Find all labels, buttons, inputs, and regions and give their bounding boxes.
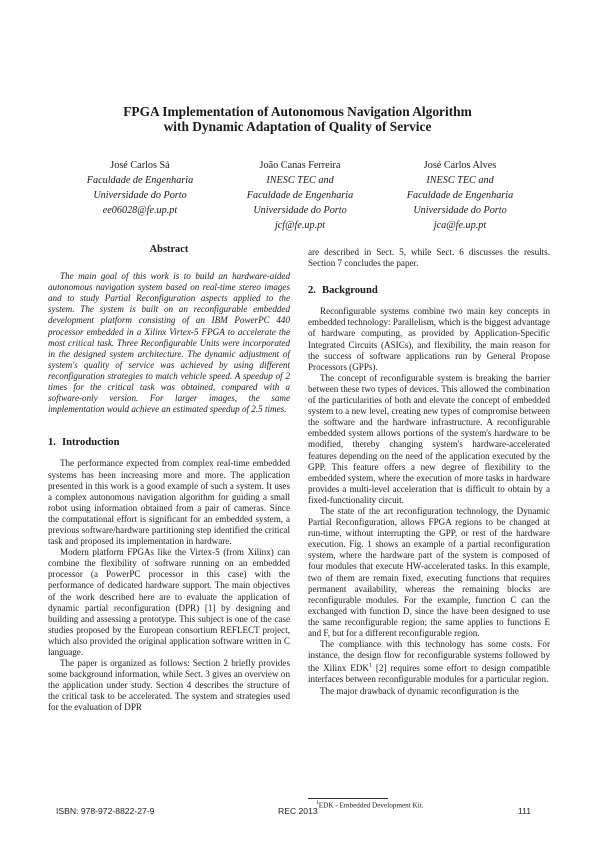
- abstract-heading: Abstract: [149, 244, 189, 255]
- author-affiliation: Faculdade de Engenharia: [406, 190, 514, 201]
- paragraph-continued: are described in Sect. 5, while Sect. 6 discusses the results. Section 7 concludes the paper.: [308, 247, 550, 269]
- footnote-rule: [308, 798, 388, 799]
- section-heading-background: [308, 285, 550, 296]
- abstract: [48, 271, 290, 415]
- title-line-1: FPGA Implementation of Autonomous Navigation Algorithm: [123, 104, 472, 119]
- paper-title: [48, 104, 547, 134]
- footnote-number: 1: [316, 800, 319, 806]
- author-affiliation: Universidade do Porto: [253, 205, 347, 216]
- section-title: Background: [322, 285, 378, 297]
- paragraph: The paper is organized as follows: Section 2 briefly provides some background information, while Sect. 3 gives an overview on the application under study. Section 4 describes the structure of the critical task to be accelerated. The system and strategies used for the evaluation of DPR: [48, 658, 290, 713]
- paragraph: Modern platform FPGAs like the Virtex-5 (from Xilinx) can combine the flexibility of software running on an embedded processor (a PowerPC processor in this case) with the performance of dedicated hardware support. The main objectives of the work described here are to evaluate the application of dynamic partial reconfiguration (DPR) [1] by designing and building and assessing a prototype. This subject is one of the case studies proposed by the European consortium REFLECT project, which also provided the original application software written in C language.: [48, 547, 290, 657]
- author-affiliation: Universidade do Porto: [413, 205, 507, 216]
- section-number: 2.: [308, 285, 316, 297]
- right-column: [308, 247, 550, 697]
- author-2: [220, 158, 380, 233]
- author-email: jcf@fe.up.pt: [274, 220, 326, 231]
- author-affiliation: INESC TEC and: [426, 175, 494, 186]
- paragraph: Reconfigurable systems combine two main key concepts in embedded technology: Parallelism, which is the biggest advantage of hardware computing, as provided by Application-Specific Integrated Circuits (ASICs), and flexibility, the main reason for the success of software applications run by General Propose Processors (GPPs).: [308, 306, 550, 372]
- abstract-text: The main goal of this work is to build an hardware-aided autonomous navigation system based on real-time stereo images and to study Partial Reconfiguration aspects applied to the system. The system is built on an reconfigurable embedded development platform consisting of an IBM PowerPC 440 processor embedded in a Xilinx Virtex-5 FPGA to accelerate the most critical task. Three Reconfigurable Units were incorporated in the designed system architecture. The dynamic adjustment of system's quality of service was achieved by using different reconfiguration strategies to match vehicle speed. A speedup of 2 times for the critical task was obtained, compared with a software-only version. For larger images, the same implementation would achieve an estimated speedup of 2.5 times.: [48, 271, 290, 415]
- author-affiliation: Faculdade de Engenharia: [246, 190, 354, 201]
- paragraph: The concept of reconfigurable system is breaking the barrier between these two types of devices. This allowed the combination of the particularities of both and elevate the concept of embedded system to a new level, creating new types of compromise between the software and the hardware infrastructure. A reconfigurable embedded system allows portions of the system's hardware to be modified, thereby changing system's hardware-accelerated features depending on the need of the application executed by the GPP. This feature offers a new degree of flexibility to the embedded system, where the execution of more tasks in hardware provides a multi-level acceleration that is difficult to obtain by a fixed-functionality circuit.: [308, 372, 550, 505]
- paragraph: [308, 639, 550, 685]
- paragraph: The state of the art reconfiguration technology, the Dynamic Partial Reconfiguration, allows FPGA regions to be changed at run-time, without interrupting the GPP, or rest of the hardware execution. Fig. 1 shows an example of a partial reconfiguration system, where the hardware part of the system is composed of four modules that execute HW-accelerated tasks. In this example, two of them are remain fixed, executing functions that requires permanent availability, whereas the remaining blocks are reconfigurable modules. For the example, function C can the exchanged with function D, since the have been designed to use the same reconfigurable region; the same applies to functions E and F, but for a different reconfigurable region.: [308, 505, 550, 638]
- footnote: [316, 800, 424, 809]
- footnote-text: EDK - Embedded Development Kit.: [318, 801, 424, 810]
- paragraph-text: The compliance with this technology has some costs. For instance, the design flow for reconfigurable systems followed by the Xilinx EDK: [308, 639, 550, 674]
- footer-isbn: ISBN: 978-972-8822-27-9: [56, 806, 155, 816]
- author-email: jca@fe.up.pt: [433, 220, 487, 231]
- paragraph: The major drawback of dynamic reconfiguration is the: [320, 685, 519, 696]
- left-column: [48, 244, 290, 714]
- footer-conference: REC 2013: [278, 806, 318, 816]
- footnote-marker: 1: [368, 663, 372, 670]
- author-email: ee06028@fe.up.pt: [102, 205, 178, 216]
- author-affiliation: Universidade do Porto: [93, 190, 187, 201]
- author-name: José Carlos Alves: [423, 160, 497, 171]
- author-name: João Canas Ferreira: [259, 160, 341, 171]
- paragraph: The performance expected from complex real-time embedded systems has been increasing more and more. The application presented in this work is a good example of such a system. It uses a complex autonomous navigation algorithm for guiding a small robot using information obtained from a pair of cameras. Since the computational effort is significant for an embedded system, a previous software/hardware partitioning step identified the critical task and proposed its implementation in hardware.: [48, 458, 290, 547]
- section-heading-introduction: [48, 437, 290, 448]
- author-1: [60, 158, 220, 218]
- author-3: [380, 158, 540, 233]
- author-name: José Carlos Sá: [110, 160, 170, 171]
- section-number: 1.: [48, 437, 56, 449]
- footer-page-number: 111: [518, 806, 532, 816]
- paragraph-text: [2] requires some effort to design compatible interfaces between reconfigurable modules for a particular region.: [308, 663, 550, 685]
- title-line-2: with Dynamic Adaptation of Quality of Service: [163, 119, 432, 134]
- author-affiliation: INESC TEC and: [266, 175, 334, 186]
- author-affiliation: Faculdade de Engenharia: [86, 175, 194, 186]
- section-title: Introduction: [62, 437, 120, 449]
